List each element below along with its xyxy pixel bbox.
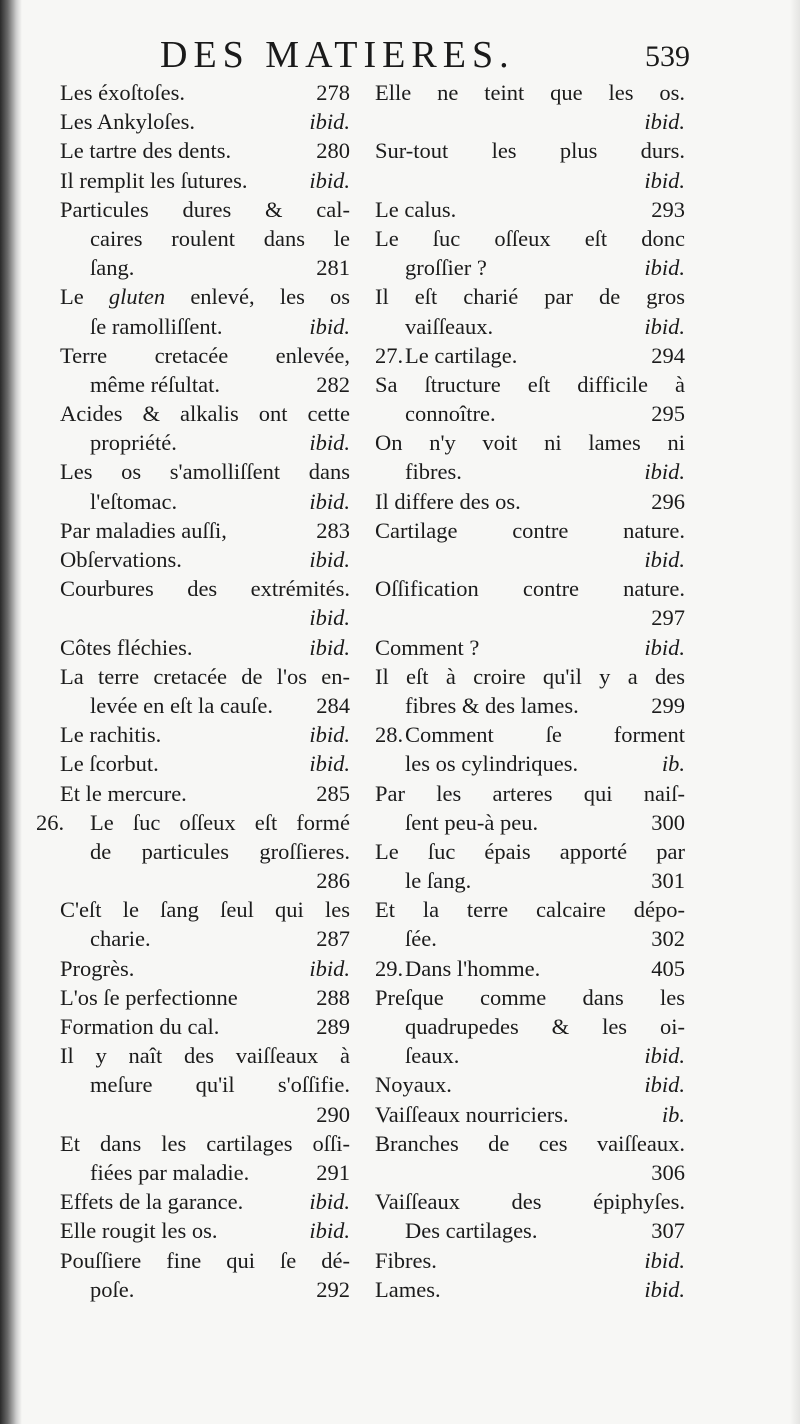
page-reference: 307 bbox=[651, 1218, 685, 1244]
entry-text: La terre cretacée de l'os en- bbox=[60, 663, 350, 689]
page-reference: ibid. bbox=[309, 605, 350, 631]
entry-text: propriété. bbox=[90, 430, 177, 456]
entry-text: Les éxoſtoſes. bbox=[60, 80, 185, 105]
index-entry-line bbox=[375, 195, 685, 224]
page-reference: ibid. bbox=[309, 751, 350, 777]
page-reference: 283 bbox=[316, 517, 350, 543]
entry-text: groſſier ? bbox=[405, 255, 487, 281]
entry-text: Il remplit les ſutures. bbox=[60, 167, 248, 193]
page-reference: ibid. bbox=[309, 634, 350, 660]
page-reference: 286 bbox=[316, 868, 350, 894]
index-entry-line bbox=[375, 1216, 685, 1245]
index-entry-line bbox=[375, 633, 685, 662]
index-entry-line bbox=[60, 866, 350, 895]
entry-text: Obſervations. bbox=[60, 547, 182, 572]
page-reference: ib. bbox=[661, 751, 685, 777]
index-entry-line bbox=[60, 516, 350, 545]
page-header bbox=[160, 30, 690, 80]
index-entry-line bbox=[60, 457, 350, 486]
entry-text: Particules dures & cal- bbox=[60, 196, 350, 222]
index-entry-line bbox=[60, 691, 350, 720]
index-entry-line bbox=[60, 195, 350, 224]
entry-text: Côtes fléchies. bbox=[60, 634, 193, 660]
index-entry-line bbox=[60, 341, 350, 370]
index-entry-line bbox=[375, 457, 685, 486]
page-reference: ibid. bbox=[309, 547, 350, 572]
page-reference: ibid. bbox=[309, 167, 350, 193]
page-reference: 296 bbox=[651, 488, 685, 514]
running-title: DES MATIERES. bbox=[160, 34, 515, 76]
entry-text: Courbures des extrémités. bbox=[60, 576, 350, 602]
index-entry-line bbox=[375, 1012, 685, 1041]
entry-text: Des cartilages. bbox=[405, 1218, 538, 1244]
index-entry-line bbox=[60, 1216, 350, 1245]
index-entry-line bbox=[60, 107, 350, 136]
index-entry-line bbox=[60, 1100, 350, 1129]
index-entry-line bbox=[375, 1100, 685, 1129]
index-entry-line bbox=[375, 1275, 685, 1304]
entry-text: vaiſſeaux. bbox=[405, 313, 494, 339]
entry-text: caires roulent dans le bbox=[90, 225, 350, 251]
index-entry-line bbox=[375, 720, 685, 749]
index-entry-line bbox=[60, 662, 350, 691]
entry-text: Branches de ces vaiſſeaux. bbox=[375, 1130, 685, 1156]
entry-text: On n'y voit ni lames ni bbox=[375, 430, 685, 456]
index-entry-line bbox=[375, 341, 685, 370]
entry-text: Elle rougit les os. bbox=[60, 1218, 218, 1244]
entry-text: Progrès. bbox=[60, 955, 135, 981]
entry-text: Vaiſſeaux des épiphyſes. bbox=[375, 1189, 685, 1215]
page-reference: 278 bbox=[316, 80, 350, 105]
index-entry-line bbox=[60, 779, 350, 808]
index-entry-line bbox=[375, 136, 685, 165]
entry-text: Sa ſtructure eſt difficile à bbox=[375, 371, 685, 397]
index-column-right bbox=[375, 78, 685, 1304]
index-entry-line bbox=[375, 166, 685, 195]
entry-text: Par les arteres qui naiſ- bbox=[375, 780, 685, 806]
page-reference: ibid. bbox=[309, 488, 350, 514]
page-reference: 292 bbox=[316, 1276, 350, 1302]
entry-text: Acides & alkalis ont cette bbox=[60, 401, 350, 427]
index-entry-line bbox=[375, 662, 685, 691]
section-number: 27. bbox=[375, 342, 404, 368]
page-reference: ibid. bbox=[309, 1218, 350, 1244]
page-reference: 281 bbox=[316, 255, 350, 281]
section-number: 26. bbox=[36, 809, 65, 835]
entry-text: Le gluten enlevé, les os bbox=[60, 284, 350, 310]
entry-text: Terre cretacée enlevée, bbox=[60, 342, 350, 368]
page-reference: 287 bbox=[316, 926, 350, 952]
index-entry-line bbox=[375, 837, 685, 866]
entry-text: Oſſification contre nature. bbox=[375, 576, 685, 602]
entry-text: Preſque comme dans les bbox=[375, 984, 685, 1010]
page-reference: 291 bbox=[316, 1159, 350, 1185]
entry-text: Il eſt charié par de gros bbox=[375, 284, 685, 310]
entry-text: Le tartre des dents. bbox=[60, 138, 232, 164]
index-entry-line bbox=[375, 1158, 685, 1187]
entry-text: même réſultat. bbox=[90, 371, 220, 397]
index-entry-line bbox=[375, 370, 685, 399]
index-entry-line bbox=[60, 370, 350, 399]
page-number: 539 bbox=[645, 40, 690, 73]
index-entry-line bbox=[375, 866, 685, 895]
page-reference: ibid. bbox=[644, 634, 685, 660]
index-entry-line bbox=[60, 1246, 350, 1275]
entry-text: de particules groſſieres. bbox=[90, 838, 350, 864]
entry-text: L'os ſe perfectionne bbox=[60, 984, 238, 1010]
index-entry-line bbox=[375, 603, 685, 632]
page-reference: 294 bbox=[651, 342, 685, 368]
page-reference: ibid. bbox=[309, 109, 350, 135]
index-entry-line bbox=[375, 691, 685, 720]
entry-text: ſent peu-à peu. bbox=[405, 809, 539, 835]
entry-text: poſe. bbox=[90, 1276, 135, 1302]
page-reference: ibid. bbox=[644, 1043, 685, 1069]
entry-text: Effets de la garance. bbox=[60, 1189, 244, 1215]
index-entry-line bbox=[60, 633, 350, 662]
index-entry-line bbox=[375, 487, 685, 516]
index-entry-line bbox=[60, 954, 350, 983]
index-entry-line bbox=[60, 895, 350, 924]
page-reference: ibid. bbox=[644, 255, 685, 281]
index-entry-line bbox=[375, 1187, 685, 1216]
page-reference: ibid. bbox=[309, 430, 350, 456]
entry-text: le ſang. bbox=[405, 868, 472, 894]
index-entry-line bbox=[375, 983, 685, 1012]
index-entry-line bbox=[60, 253, 350, 282]
index-entry-line bbox=[36, 808, 350, 837]
entry-text: fibres. bbox=[405, 459, 462, 485]
index-entry-line bbox=[60, 487, 350, 516]
index-entry-line bbox=[375, 954, 685, 983]
index-entry-line bbox=[375, 253, 685, 282]
page-reference: ibid. bbox=[644, 1247, 685, 1273]
page-reference: ibid. bbox=[644, 1276, 685, 1302]
entry-text: connoître. bbox=[405, 401, 496, 427]
index-entry-line bbox=[60, 545, 350, 574]
page-reference: 288 bbox=[316, 984, 350, 1010]
entry-text: Comment ſe forment bbox=[405, 722, 685, 748]
index-entry-line bbox=[60, 1187, 350, 1216]
entry-text: Sur-tout les plus durs. bbox=[375, 138, 685, 164]
section-number: 29. bbox=[375, 955, 404, 981]
index-entry-line bbox=[60, 136, 350, 165]
section-number: 28. bbox=[375, 722, 404, 748]
index-entry-line bbox=[60, 1129, 350, 1158]
entry-text: meſure qu'il s'oſſifie. bbox=[90, 1072, 350, 1098]
entry-text: Les os s'amolliſſent dans bbox=[60, 459, 350, 485]
entry-text: Le cartilage. bbox=[405, 342, 518, 368]
index-entry-line bbox=[375, 428, 685, 457]
page-reference: ibid. bbox=[644, 459, 685, 485]
page-reference: 280 bbox=[316, 138, 350, 164]
index-entry-line bbox=[60, 166, 350, 195]
index-entry-line bbox=[375, 107, 685, 136]
index-entry-line bbox=[60, 78, 350, 107]
index-entry-line bbox=[60, 720, 350, 749]
entry-text: levée en eſt la cauſe. bbox=[90, 692, 274, 718]
index-entry-line bbox=[375, 1041, 685, 1070]
page-reference: ib. bbox=[661, 1101, 685, 1127]
page-reference: 290 bbox=[316, 1101, 350, 1127]
entry-text: ſe ramolliſſent. bbox=[90, 313, 223, 339]
binding-shadow bbox=[0, 0, 22, 1424]
page-reference: ibid. bbox=[644, 313, 685, 339]
entry-text: Le ſcorbut. bbox=[60, 751, 159, 777]
page-reference: ibid. bbox=[309, 955, 350, 981]
entry-text: l'eſtomac. bbox=[90, 488, 178, 514]
index-entry-line bbox=[375, 399, 685, 428]
index-column-left bbox=[36, 78, 350, 1304]
index-entry-line bbox=[375, 924, 685, 953]
page-edge bbox=[790, 0, 800, 1424]
page-reference: 284 bbox=[316, 692, 350, 718]
index-entry-line bbox=[375, 1129, 685, 1158]
page-reference: ibid. bbox=[644, 109, 685, 135]
page-reference: 299 bbox=[651, 692, 685, 718]
entry-text: Les Ankyloſes. bbox=[60, 109, 195, 135]
entry-text: Noyaux. bbox=[375, 1072, 452, 1098]
entry-text: Le ſuc oſſeux eſt formé bbox=[90, 809, 350, 835]
entry-text: Il eſt à croire qu'il y a des bbox=[375, 663, 685, 689]
page-reference: ibid. bbox=[644, 547, 685, 572]
entry-text: Le ſuc oſſeux eſt donc bbox=[375, 225, 685, 251]
entry-text: Cartilage contre nature. bbox=[375, 517, 685, 543]
index-entry-line bbox=[60, 1041, 350, 1070]
page-reference: 282 bbox=[316, 371, 350, 397]
entry-text: Pouſſiere fine qui ſe dé- bbox=[60, 1247, 350, 1273]
index-entry-line bbox=[375, 574, 685, 603]
entry-text: ſée. bbox=[405, 926, 437, 952]
index-entry-line bbox=[375, 808, 685, 837]
entry-text: Formation du cal. bbox=[60, 1014, 220, 1039]
entry-text: Et dans les cartilages oſſi- bbox=[60, 1130, 350, 1156]
entry-text: les os cylindriques. bbox=[405, 751, 579, 777]
page-reference: 285 bbox=[316, 780, 350, 806]
index-entry-line bbox=[375, 78, 685, 107]
entry-text: Le rachitis. bbox=[60, 722, 162, 748]
entry-text: Il differe des os. bbox=[375, 488, 521, 514]
page-reference: ibid. bbox=[309, 313, 350, 339]
index-entry-line bbox=[60, 1070, 350, 1099]
entry-text: Le calus. bbox=[375, 196, 457, 222]
page-reference: 295 bbox=[651, 401, 685, 427]
index-entry-line bbox=[60, 1275, 350, 1304]
entry-text: Comment ? bbox=[375, 634, 480, 660]
page-reference: 301 bbox=[651, 868, 685, 894]
entry-text: Fibres. bbox=[375, 1247, 437, 1273]
page-reference: 300 bbox=[651, 809, 685, 835]
index-entry-line bbox=[60, 1012, 350, 1041]
index-entry-line bbox=[375, 545, 685, 574]
index-entry-line bbox=[60, 603, 350, 632]
index-entry-line bbox=[60, 837, 350, 866]
entry-text: Lames. bbox=[375, 1276, 441, 1302]
index-entry-line bbox=[60, 924, 350, 953]
page-reference: ibid. bbox=[644, 167, 685, 193]
index-entry-line bbox=[375, 1246, 685, 1275]
index-entry-line bbox=[60, 312, 350, 341]
page-reference: 297 bbox=[651, 605, 685, 631]
index-entry-line bbox=[375, 749, 685, 778]
page-reference: ibid. bbox=[644, 1072, 685, 1098]
index-entry-line bbox=[375, 224, 685, 253]
index-entry-line bbox=[375, 895, 685, 924]
page-reference: 302 bbox=[651, 926, 685, 952]
page-reference: ibid. bbox=[309, 1189, 350, 1215]
entry-text: Et la terre calcaire dépo- bbox=[375, 897, 685, 923]
index-entry-line bbox=[60, 428, 350, 457]
entry-text: Dans l'homme. bbox=[405, 955, 541, 981]
index-entry-line bbox=[60, 399, 350, 428]
entry-text: Il y naît des vaiſſeaux à bbox=[60, 1043, 350, 1069]
entry-text: charie. bbox=[90, 926, 151, 952]
index-entry-line bbox=[375, 1070, 685, 1099]
entry-text: Par maladies auſſi, bbox=[60, 517, 227, 543]
entry-text: fiées par maladie. bbox=[90, 1159, 250, 1185]
page-reference: 405 bbox=[651, 955, 685, 981]
index-entry-line bbox=[375, 779, 685, 808]
index-entry-line bbox=[375, 516, 685, 545]
page-reference: 289 bbox=[316, 1014, 350, 1039]
index-entry-line bbox=[60, 983, 350, 1012]
entry-text: C'eſt le ſang ſeul qui les bbox=[60, 897, 350, 923]
index-entry-line bbox=[375, 282, 685, 311]
index-entry-line bbox=[60, 574, 350, 603]
entry-text: Le ſuc épais apporté par bbox=[375, 838, 685, 864]
entry-text: ſang. bbox=[90, 255, 135, 281]
entry-text: Et le mercure. bbox=[60, 780, 187, 806]
entry-text: fibres & des lames. bbox=[405, 692, 579, 718]
entry-text: Elle ne teint que les os. bbox=[375, 80, 685, 105]
entry-text: Vaiſſeaux nourriciers. bbox=[375, 1101, 569, 1127]
page-reference: 306 bbox=[651, 1159, 685, 1185]
page-reference: 293 bbox=[651, 196, 685, 222]
index-entry-line bbox=[60, 224, 350, 253]
index-entry-line bbox=[60, 282, 350, 311]
index-entry-line bbox=[375, 312, 685, 341]
entry-text: quadrupedes & les oi- bbox=[405, 1014, 685, 1039]
index-entry-line bbox=[60, 749, 350, 778]
page-reference: ibid. bbox=[309, 722, 350, 748]
index-entry-line bbox=[60, 1158, 350, 1187]
entry-text: ſeaux. bbox=[405, 1043, 460, 1069]
